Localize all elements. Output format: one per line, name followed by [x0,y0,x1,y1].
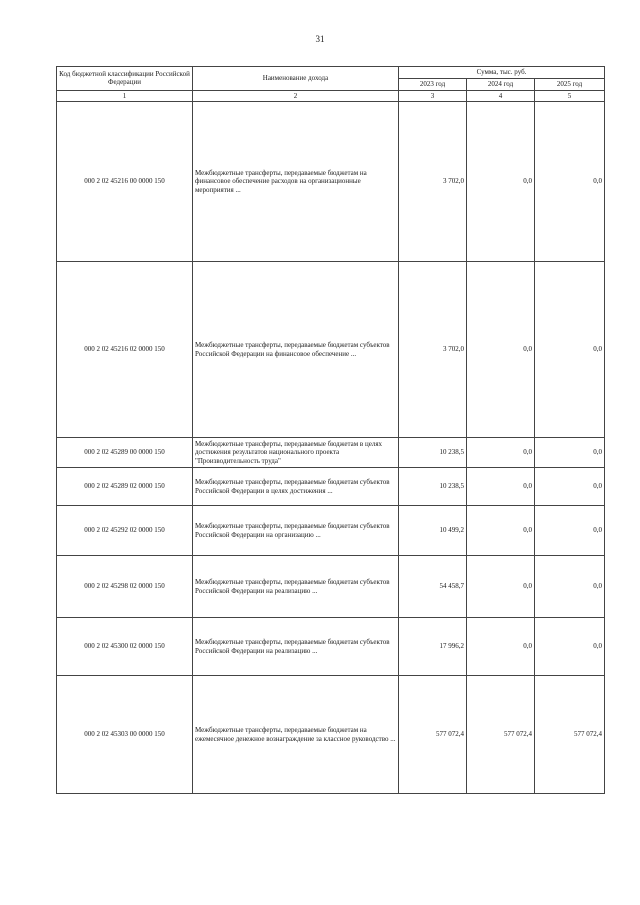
cell-y2025: 0,0 [535,556,605,618]
cell-y2023: 17 996,2 [399,618,467,676]
table-row [57,618,605,676]
cell-y2023: 54 458,7 [399,556,467,618]
col-number: 5 [535,90,605,102]
cell-name: Межбюджетные трансферты, передаваемые бюджетам субъектов Российской Федерации на реализацию ... [193,556,399,618]
cell-code: 000 2 02 45292 02 0000 150 [57,506,193,556]
cell-code: 000 2 02 45289 02 0000 150 [57,468,193,506]
sum-col-header: Сумма, тыс. руб. [399,67,605,79]
cell-y2023: 10 238,5 [399,438,467,468]
table-row [57,438,605,468]
cell-name: Межбюджетные трансферты, передаваемые бюджетам субъектов Российской Федерации на организацию ... [193,506,399,556]
cell-code: 000 2 02 45216 00 0000 150 [57,102,193,262]
cell-name: Межбюджетные трансферты, передаваемые бюджетам на финансовое обеспечение расходов на организационные мероприятия ... [193,102,399,262]
name-col-header: Наименование дохода [193,67,399,91]
cell-name: Межбюджетные трансферты, передаваемые бюджетам на ежемесячное денежное вознаграждение за классное руководство ... [193,676,399,794]
table-row [57,506,605,556]
cell-y2025: 0,0 [535,468,605,506]
cell-y2024: 0,0 [467,506,535,556]
table-row [57,102,605,262]
cell-code: 000 2 02 45303 00 0000 150 [57,676,193,794]
cell-y2024: 0,0 [467,618,535,676]
cell-y2025: 0,0 [535,262,605,438]
cell-y2024: 0,0 [467,468,535,506]
cell-name: Межбюджетные трансферты, передаваемые бюджетам субъектов Российской Федерации на финансовое обеспечение ... [193,262,399,438]
cell-y2023: 3 702,0 [399,262,467,438]
table-row [57,468,605,506]
year-header: 2023 год [399,78,467,90]
cell-y2025: 0,0 [535,102,605,262]
cell-y2023: 10 499,2 [399,506,467,556]
col-number: 3 [399,90,467,102]
cell-y2025: 577 072,4 [535,676,605,794]
cell-y2024: 0,0 [467,262,535,438]
cell-y2024: 0,0 [467,556,535,618]
table-row [57,556,605,618]
revenue-table [56,66,605,794]
cell-name: Межбюджетные трансферты, передаваемые бюджетам субъектов Российской Федерации в целях достижения ... [193,468,399,506]
cell-code: 000 2 02 45300 02 0000 150 [57,618,193,676]
col-number: 2 [193,90,399,102]
cell-y2024: 577 072,4 [467,676,535,794]
cell-y2024: 0,0 [467,102,535,262]
col-number: 4 [467,90,535,102]
col-number: 1 [57,90,193,102]
cell-name: Межбюджетные трансферты, передаваемые бюджетам субъектов Российской Федерации на реализацию ... [193,618,399,676]
year-header: 2024 год [467,78,535,90]
code-col-header: Код бюджетной классификации Российской Федерации [57,67,193,91]
cell-y2023: 3 702,0 [399,102,467,262]
cell-y2023: 577 072,4 [399,676,467,794]
table-row [57,262,605,438]
cell-name: Межбюджетные трансферты, передаваемые бюджетам в целях достижения результатов национального проекта "Производительность труда" [193,438,399,468]
cell-y2025: 0,0 [535,438,605,468]
page-number: 31 [315,34,325,44]
cell-y2024: 0,0 [467,438,535,468]
table-row [57,676,605,794]
cell-code: 000 2 02 45216 02 0000 150 [57,262,193,438]
cell-y2025: 0,0 [535,618,605,676]
cell-y2025: 0,0 [535,506,605,556]
year-header: 2025 год [535,78,605,90]
cell-code: 000 2 02 45298 02 0000 150 [57,556,193,618]
cell-y2023: 10 238,5 [399,468,467,506]
cell-code: 000 2 02 45289 00 0000 150 [57,438,193,468]
